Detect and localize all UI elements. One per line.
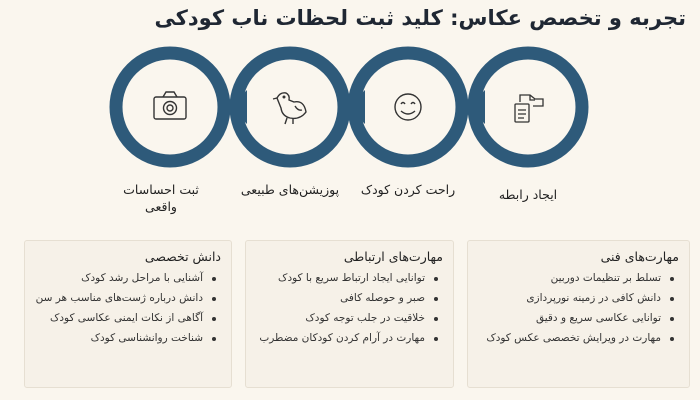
list-item: آشنایی با مراحل رشد کودک — [33, 270, 203, 287]
list-item: تسلط بر تنظیمات دوربین — [476, 270, 661, 287]
list-item: توانایی ایجاد ارتباط سریع با کودک — [254, 270, 425, 287]
list-item: دانش کافی در زمینه نورپردازی — [476, 290, 661, 307]
stage-ring-3 — [230, 53, 344, 161]
stage-ring-1 — [468, 53, 582, 161]
stage-ring-2 — [348, 53, 462, 161]
list-item: صبر و حوصله کافی — [254, 290, 425, 307]
list-item: مهارت در آرام کردن کودکان مضطرب — [254, 330, 425, 347]
list-item: خلاقیت در جلب توجه کودک — [254, 310, 425, 327]
stage-label-3: پوزیشن‌های طبیعی — [240, 182, 340, 197]
card-heading: مهارت‌های ارتباطی — [343, 249, 443, 264]
card-heading: مهارت‌های فنی — [600, 249, 679, 264]
card-technical-skills — [467, 240, 690, 388]
process-flow — [0, 40, 700, 170]
stage-label-2: راحت کردن کودک — [360, 182, 456, 197]
stage-label-4: ثبت احساسات واقعی — [123, 182, 199, 214]
card-specialized-knowledge — [24, 240, 232, 388]
list-item: توانایی عکاسی سریع و دقیق — [476, 310, 661, 327]
card-heading: دانش تخصصی — [144, 249, 221, 264]
list-item: شناخت روانشناسی کودک — [33, 330, 203, 347]
stage-ring-4 — [116, 53, 224, 161]
list-item: مهارت در ویرایش تخصصی عکس کودک — [476, 330, 661, 347]
card-communication-skills — [245, 240, 454, 388]
stage-label-1: ایجاد رابطه — [498, 187, 558, 202]
list-item: دانش درباره ژست‌های مناسب هر سن — [33, 290, 203, 307]
page-title: تجربه و تخصص عکاس: کلید ثبت لحظات ناب کودکی — [154, 6, 686, 30]
list-item: آگاهی از نکات ایمنی عکاسی کودک — [33, 310, 203, 327]
